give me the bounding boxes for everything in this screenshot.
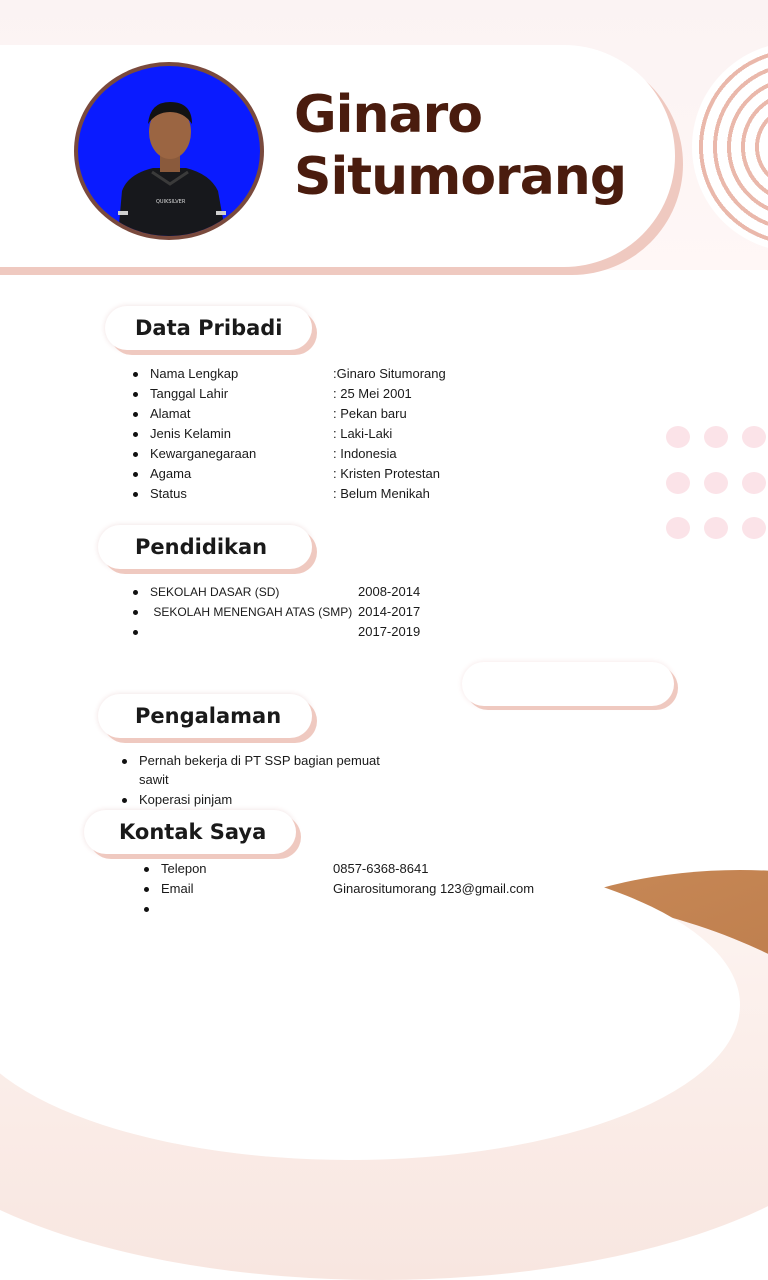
- list-item-value: : Indonesia: [333, 446, 397, 461]
- list-item-label: Nama Lengkap: [150, 366, 239, 381]
- list-item-label: SEKOLAH DASAR (SD): [150, 585, 280, 599]
- list-item-value: : Laki-Laki: [333, 426, 393, 441]
- list-item-label: Telepon: [161, 861, 207, 876]
- shirt-text: QUIKSILVER: [156, 199, 186, 205]
- list-item-label: SEKOLAH MENENGAH ATAS (SMP): [150, 605, 353, 619]
- list-item-label: Jenis Kelamin: [150, 426, 231, 441]
- list-item-value: : 25 Mei 2001: [333, 386, 412, 401]
- list-item-value: : Pekan baru: [333, 406, 407, 421]
- dots-decoration: [666, 426, 768, 546]
- list-item-continued: sawit: [139, 772, 169, 787]
- list-item-value: Ginarositumorang 123@gmail.com: [333, 881, 535, 896]
- list-item-label: Kewarganegaraan: [150, 446, 257, 461]
- section-title-data-pribadi: Data Pribadi: [135, 316, 283, 340]
- list-item-value: 2014-2017: [358, 604, 421, 619]
- page-title: [294, 84, 626, 208]
- list-item-label: Agama: [150, 466, 192, 481]
- list-item-value: 2008-2014: [358, 584, 421, 599]
- person-photo: [78, 66, 260, 236]
- name-last: Situmorang: [294, 147, 627, 207]
- name-first: Ginaro: [294, 85, 482, 145]
- section-title-kontak: Kontak Saya: [119, 820, 267, 844]
- list-item-value: 0857-6368-8641: [333, 861, 429, 876]
- list-item-label: Alamat: [150, 406, 191, 421]
- avatar: [78, 66, 260, 236]
- list-item-label: Email: [161, 881, 194, 896]
- section-title-pengalaman: Pengalaman: [135, 704, 282, 728]
- list-item-value: : Belum Menikah: [333, 486, 430, 501]
- section-title-pendidikan: Pendidikan: [135, 535, 268, 559]
- list-item-value: 2017-2019: [358, 624, 421, 639]
- list-item-value: :Ginaro Situmorang: [333, 366, 446, 381]
- list-item: Pernah bekerja di PT SSP bagian pemuat: [139, 753, 380, 768]
- list-item-label: Tanggal Lahir: [150, 386, 229, 401]
- list-item: Koperasi pinjam: [139, 792, 233, 807]
- decorative-pill: [462, 662, 674, 706]
- list-item-value: : Kristen Protestan: [333, 466, 440, 481]
- list-item-label: Status: [150, 486, 187, 501]
